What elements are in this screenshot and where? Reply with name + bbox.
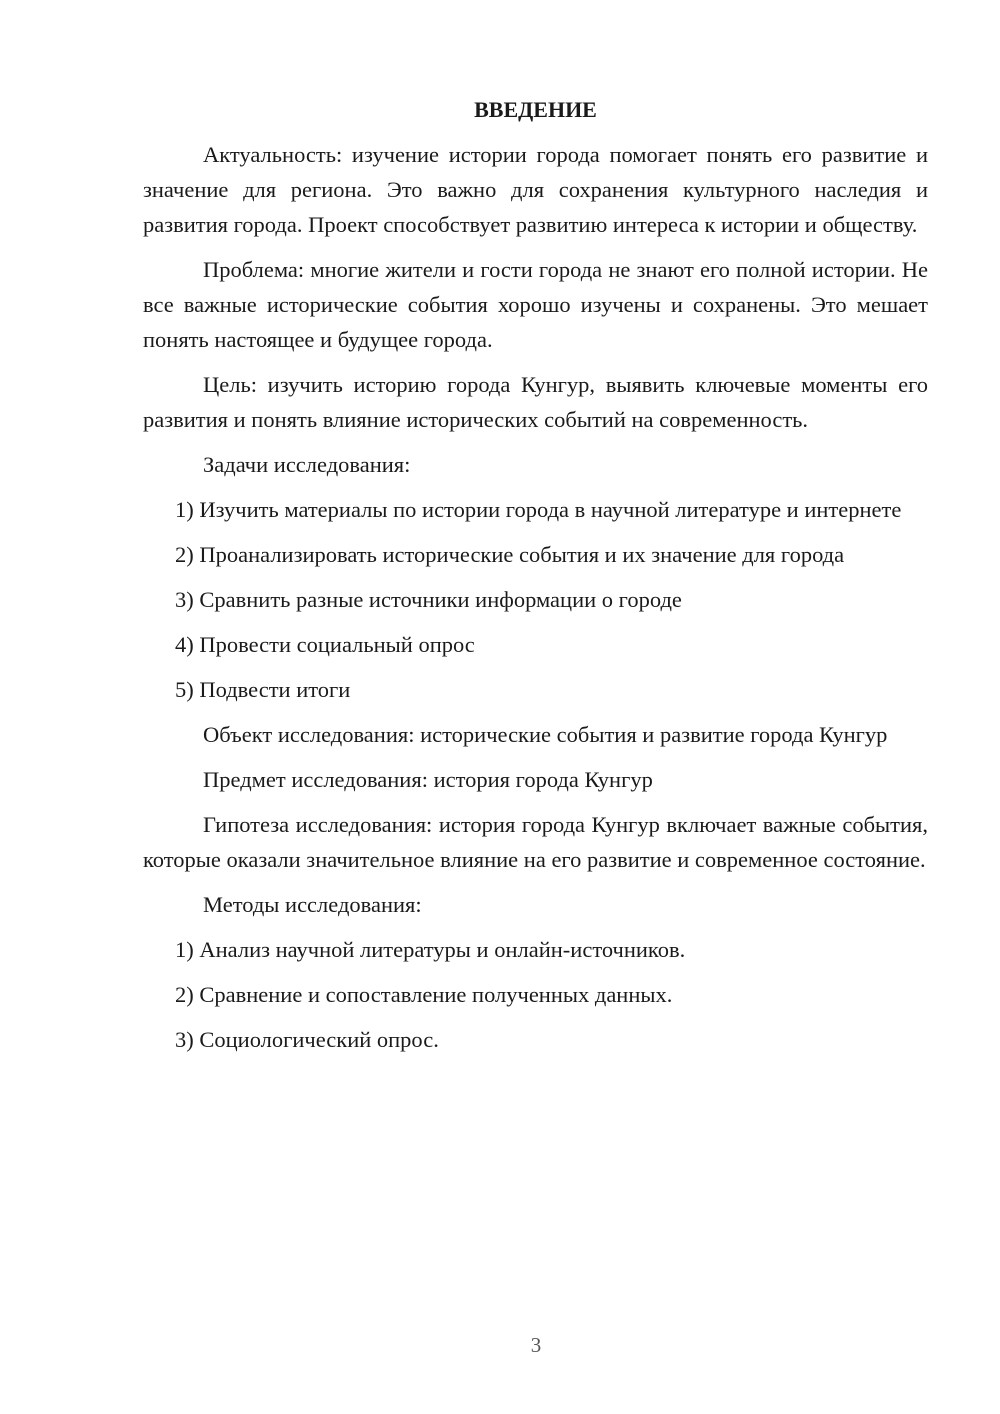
method-item: 2) Сравнение и сопоставление полученных данных. — [175, 982, 673, 1007]
methods-heading: Методы исследования: — [203, 892, 422, 917]
section-title: ВВЕДЕНИЕ — [474, 97, 597, 122]
task-item: 2) Проанализировать исторические события и их значение для города — [175, 542, 845, 567]
method-item: 3) Социологический опрос. — [175, 1027, 439, 1052]
subject-paragraph: Предмет исследования: история города Кунгур — [203, 767, 653, 792]
task-item: 4) Провести социальный опрос — [175, 632, 475, 657]
tasks-heading: Задачи исследования: — [203, 452, 411, 477]
problem-paragraph: Проблема: многие жители и гости города не знают его полной истории. Не все важные исторические события хорошо изучены и сохранены. Это мешает понять настоящее и будущее города. — [143, 257, 928, 352]
task-item: 3) Сравнить разные источники информации о городе — [175, 587, 682, 612]
page-content — [143, 92, 928, 1067]
object-paragraph: Объект исследования: исторические события и развитие города Кунгур — [203, 722, 888, 747]
method-item: 1) Анализ научной литературы и онлайн-источников. — [175, 937, 686, 962]
task-item: 5) Подвести итоги — [175, 677, 351, 702]
hypothesis-paragraph: Гипотеза исследования: история города Кунгур включает важные события, которые оказали значительное влияние на его развитие и современное состояние. — [143, 812, 928, 872]
page-number: 3 — [530, 1333, 542, 1357]
goal-paragraph: Цель: изучить историю города Кунгур, выявить ключевые моменты его развития и понять влияние исторических событий на современность. — [143, 372, 928, 432]
task-item: 1) Изучить материалы по истории города в научной литературе и интернете — [175, 497, 902, 522]
relevance-paragraph: Актуальность: изучение истории города помогает понять его развитие и значение для региона. Это важно для сохранения культурного наследия и развития города. Проект способствует развитию интереса к истории и обществу. — [143, 142, 928, 237]
